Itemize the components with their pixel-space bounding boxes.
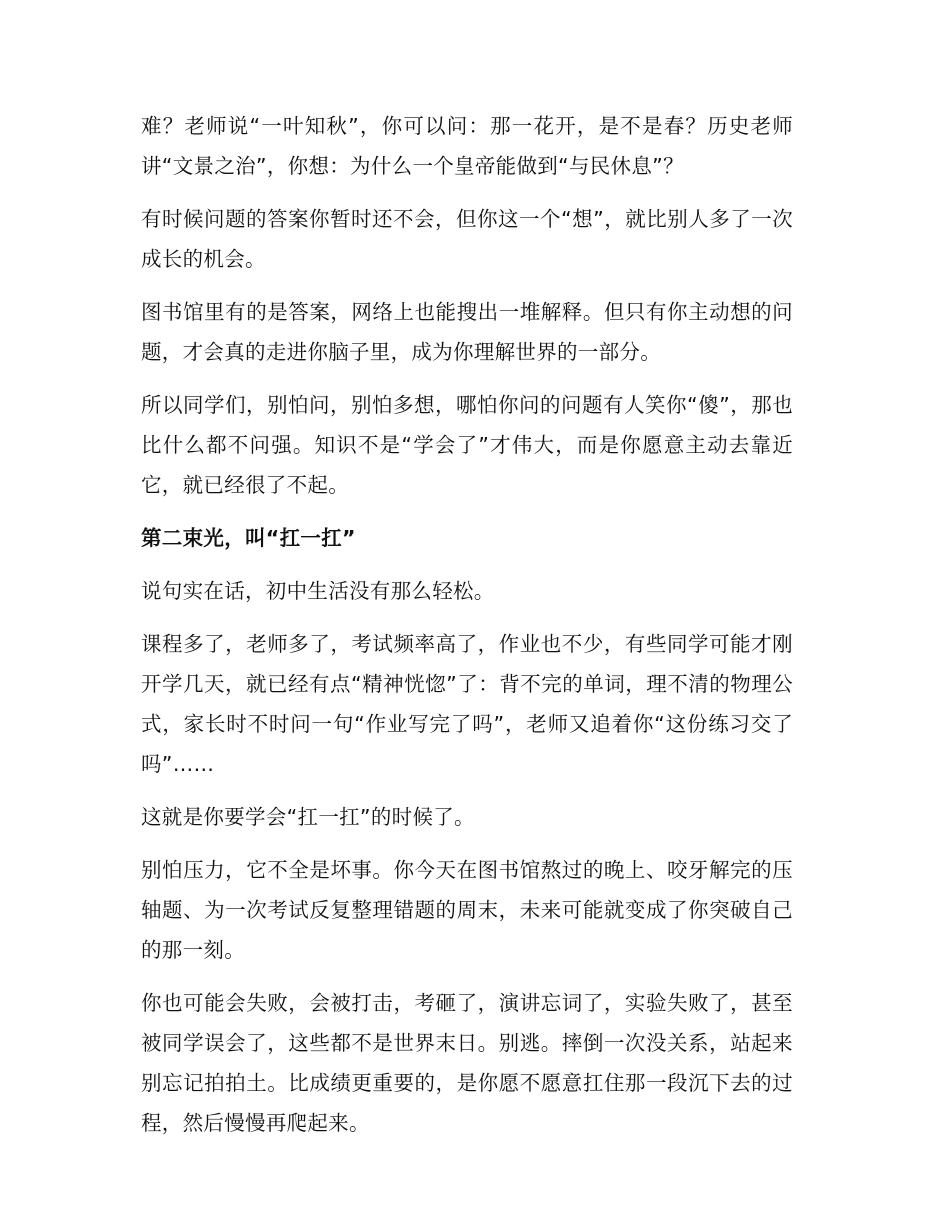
- paragraph-not-easy: 说句实在话，初中生活没有那么轻松。: [141, 579, 495, 603]
- paragraph-pressure: 别怕压力，它不全是坏事。你今天在图书馆熬过的晚上、咬牙解完的压轴题、为一次考试反复整理错题的周末，未来可能就变成了你突破自己的那一刻。: [141, 858, 793, 962]
- section-heading: 第二束光，叫“扛一扛”: [141, 526, 356, 550]
- paragraph-curiosity-examples: 难？老师说“一叶知秋”，你可以问：那一花开，是不是春？历史老师讲“文景之治”，你想：为什么一个皇帝能做到“与民休息”？: [141, 114, 793, 178]
- paragraph-failure: 你也可能会失败，会被打击，考砸了，演讲忘词了，实验失败了，甚至被同学误会了，这些都不是世界末日。别逃。摔倒一次没关系，站起来别忘记拍拍土。比成绩更重要的，是你愿不愿意扛住那一段沉下去的过程，然后慢慢再爬起来。: [141, 991, 793, 1135]
- paragraph-busy-life: 课程多了，老师多了，考试频率高了，作业也不少，有些同学可能才刚开学几天，就已经有点“精神恍惚”了：背不完的单词，理不清的物理公式，家长时不时问一句“作业写完了吗”，老师又追着你“这份练习交了吗”……: [141, 632, 793, 776]
- document-page: [141, 106, 793, 1156]
- paragraph-active-thinking: 图书馆里有的是答案，网络上也能搜出一堆解释。但只有你主动想的问题，才会真的走进你脑子里，成为你理解世界的一部分。: [141, 300, 793, 364]
- paragraph-time-to-endure: 这就是你要学会“扛一扛”的时候了。: [141, 805, 475, 829]
- paragraph-growth-chance: 有时候问题的答案你暂时还不会，但你这一个“想”，就比别人多了一次成长的机会。: [141, 207, 793, 271]
- paragraph-dont-fear-asking: 所以同学们，别怕问，别怕多想，哪怕你问的问题有人笑你“傻”，那也比什么都不问强。知识不是“学会了”才伟大，而是你愿意主动去靠近它，就已经很了不起。: [141, 393, 793, 497]
